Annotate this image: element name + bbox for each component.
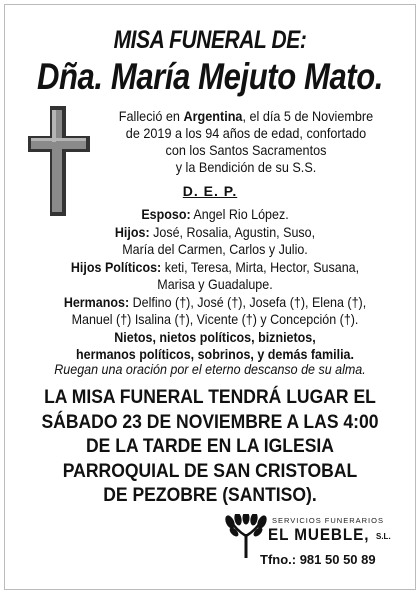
children-line: Hijos: José, Rosalia, Agustin, Suso, — [114, 224, 316, 240]
dep-label: D. E. P. — [182, 183, 238, 199]
relatives-line: Nietos, nietos políticos, biznietos, — [114, 329, 316, 345]
in-laws-line: Hijos Políticos: keti, Teresa, Mirta, Hector, Susana, — [70, 259, 360, 275]
logo-tagline: SERVICIOS FUNERARIOS — [272, 516, 384, 525]
logo-name: EL MUEBLE, — [268, 525, 370, 544]
cross-icon — [28, 106, 90, 216]
deceased-name: Dña. María Mejuto Mato. — [36, 56, 384, 97]
siblings-line: Hermanos: Delfino (†), José (†), Josefa (†), Elena (†), — [63, 294, 367, 310]
funeral-announcement: LA MISA FUNERAL TENDRÁ LUGAR EL SÁBADO 23 DE NOVIEMBRE A LAS 4:00 DE LA TARDE EN LA IGLESIA PARROQUIAL DE SAN CRISTOBAL DE PEZOBRE (SANTISO). — [41, 386, 379, 506]
heading-title: MISA FUNERAL DE: — [113, 26, 307, 54]
death-notice-text: Falleció en Argentina, el día 5 de Noviembre de 2019 a los 94 años de edad, confortado con los Santos Sacramentos y la Bendición de su S.S. — [118, 109, 374, 175]
logo-suffix: S.L. — [376, 532, 391, 541]
phone-number: Tfno.: 981 50 50 89 — [260, 552, 376, 567]
death-place: Argentina — [183, 109, 243, 124]
spouse-line: Esposo: Angel Rio López. — [141, 207, 289, 222]
prayer-request: Ruegan una oración por el eterno descanso de su alma. — [54, 362, 366, 377]
funeral-home-logo — [224, 514, 394, 574]
family-list: Esposo: Angel Rio López. Hijos: José, Rosalia, Agustin, Suso, María del Carmen, Carlos y Julio. Hijos Políticos: keti, Teresa, Mirta, Hector, Susana, Marisa y Guadalupe. Hermanos: Delfino (†), José (†), Josefa (†), Elena (†), Manuel (†) Isalina (†), Vicente (†) y Concepción (†). Nietos, nietos políticos, biznietos, hermanos políticos, sobrinos, y demás familia. — [54, 206, 376, 364]
